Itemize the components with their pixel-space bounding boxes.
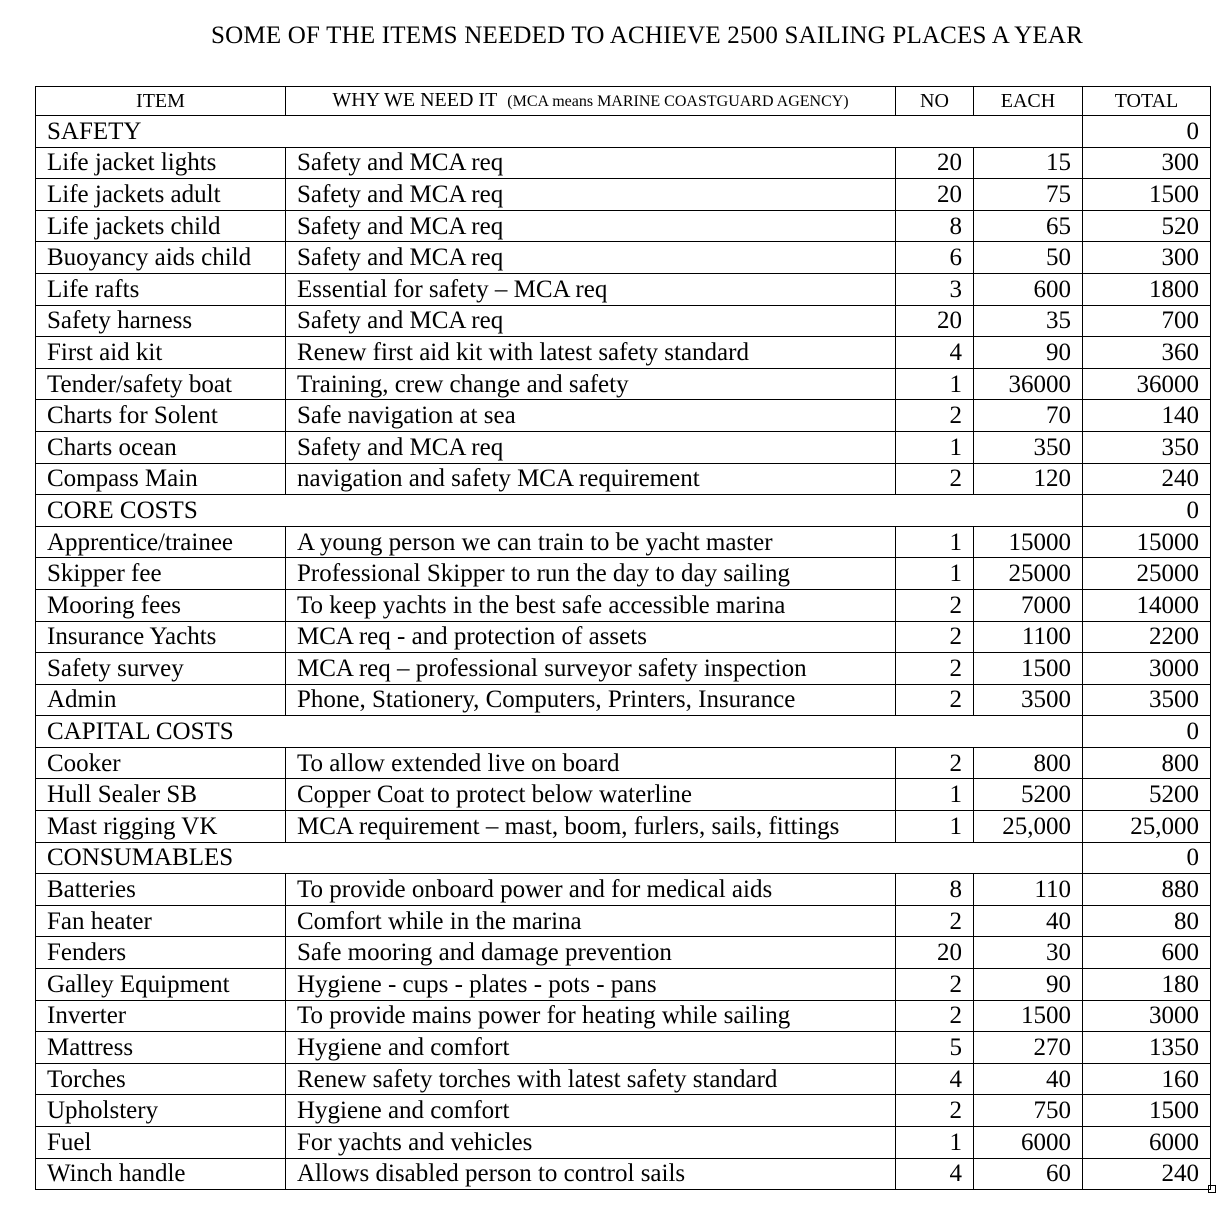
cell-no: 4 bbox=[896, 1063, 974, 1095]
cell-why: Safety and MCA req bbox=[286, 431, 896, 463]
cell-why: MCA req – professional surveyor safety inspection bbox=[286, 653, 896, 685]
cell-item: Life jacket lights bbox=[36, 147, 286, 179]
table-row bbox=[36, 1063, 1211, 1095]
header-why-note: (MCA means MARINE COASTGUARD AGENCY) bbox=[507, 93, 849, 110]
cell-total: 300 bbox=[1083, 147, 1211, 179]
table-row bbox=[36, 147, 1211, 179]
section-total: 0 bbox=[1083, 842, 1211, 874]
table-row bbox=[36, 242, 1211, 274]
cell-no: 1 bbox=[896, 811, 974, 843]
cell-item: First aid kit bbox=[36, 337, 286, 369]
cell-item: Inverter bbox=[36, 1000, 286, 1032]
cell-each: 3500 bbox=[974, 684, 1083, 716]
cell-why: MCA requirement – mast, boom, furlers, sails, fittings bbox=[286, 811, 896, 843]
cell-each: 350 bbox=[974, 431, 1083, 463]
cell-item: Tender/safety boat bbox=[36, 368, 286, 400]
table-body bbox=[36, 116, 1211, 1190]
cell-why: navigation and safety MCA requirement bbox=[286, 463, 896, 495]
table-row bbox=[36, 1127, 1211, 1159]
cell-total: 25000 bbox=[1083, 558, 1211, 590]
cell-no: 2 bbox=[896, 969, 974, 1001]
table-row bbox=[36, 1032, 1211, 1064]
section-total: 0 bbox=[1083, 495, 1211, 527]
cell-no: 2 bbox=[896, 621, 974, 653]
header-each: EACH bbox=[974, 87, 1083, 116]
cell-why: Hygiene and comfort bbox=[286, 1032, 896, 1064]
cell-item: Admin bbox=[36, 684, 286, 716]
cell-no: 1 bbox=[896, 1127, 974, 1159]
cell-total: 1350 bbox=[1083, 1032, 1211, 1064]
cell-each: 7000 bbox=[974, 589, 1083, 621]
table-row bbox=[36, 179, 1211, 211]
cell-why: Hygiene - cups - plates - pots - pans bbox=[286, 969, 896, 1001]
cell-why: Safety and MCA req bbox=[286, 210, 896, 242]
cell-no: 2 bbox=[896, 747, 974, 779]
cell-total: 25,000 bbox=[1083, 811, 1211, 843]
table-row bbox=[36, 905, 1211, 937]
section-row bbox=[36, 116, 1211, 148]
cell-why: Training, crew change and safety bbox=[286, 368, 896, 400]
cell-why: Safety and MCA req bbox=[286, 305, 896, 337]
cell-no: 1 bbox=[896, 558, 974, 590]
cell-each: 75 bbox=[974, 179, 1083, 211]
cost-table bbox=[35, 86, 1211, 1190]
cell-each: 40 bbox=[974, 905, 1083, 937]
cell-each: 1100 bbox=[974, 621, 1083, 653]
cell-why: To provide mains power for heating while sailing bbox=[286, 1000, 896, 1032]
cell-why: Professional Skipper to run the day to day sailing bbox=[286, 558, 896, 590]
cell-each: 1500 bbox=[974, 653, 1083, 685]
cell-no: 3 bbox=[896, 273, 974, 305]
cell-each: 800 bbox=[974, 747, 1083, 779]
cell-item: Fuel bbox=[36, 1127, 286, 1159]
cell-each: 5200 bbox=[974, 779, 1083, 811]
cell-each: 35 bbox=[974, 305, 1083, 337]
section-title: SAFETY bbox=[36, 116, 1083, 148]
cell-why: Copper Coat to protect below waterline bbox=[286, 779, 896, 811]
cell-no: 8 bbox=[896, 210, 974, 242]
cell-each: 15000 bbox=[974, 526, 1083, 558]
header-row bbox=[36, 87, 1211, 116]
table-row bbox=[36, 937, 1211, 969]
cell-why: To provide onboard power and for medical aids bbox=[286, 874, 896, 906]
table-row bbox=[36, 210, 1211, 242]
cell-item: Apprentice/trainee bbox=[36, 526, 286, 558]
cell-each: 6000 bbox=[974, 1127, 1083, 1159]
table-row bbox=[36, 747, 1211, 779]
cell-why: Safety and MCA req bbox=[286, 242, 896, 274]
cell-why: Phone, Stationery, Computers, Printers, Insurance bbox=[286, 684, 896, 716]
header-total: TOTAL bbox=[1083, 87, 1211, 116]
table-row bbox=[36, 368, 1211, 400]
cell-total: 6000 bbox=[1083, 1127, 1211, 1159]
table-row bbox=[36, 653, 1211, 685]
cell-item: Fan heater bbox=[36, 905, 286, 937]
cell-why: MCA req - and protection of assets bbox=[286, 621, 896, 653]
cell-each: 15 bbox=[974, 147, 1083, 179]
cell-why: Safety and MCA req bbox=[286, 147, 896, 179]
header-why bbox=[286, 87, 896, 116]
table-row bbox=[36, 558, 1211, 590]
cell-item: Charts ocean bbox=[36, 431, 286, 463]
cell-why: To keep yachts in the best safe accessible marina bbox=[286, 589, 896, 621]
cell-total: 5200 bbox=[1083, 779, 1211, 811]
cell-total: 2200 bbox=[1083, 621, 1211, 653]
cell-item: Life rafts bbox=[36, 273, 286, 305]
cell-no: 2 bbox=[896, 463, 974, 495]
cell-total: 80 bbox=[1083, 905, 1211, 937]
cell-no: 1 bbox=[896, 779, 974, 811]
section-row bbox=[36, 716, 1211, 748]
cell-why: Safety and MCA req bbox=[286, 179, 896, 211]
cell-no: 20 bbox=[896, 147, 974, 179]
table-row bbox=[36, 1000, 1211, 1032]
table-row bbox=[36, 684, 1211, 716]
cell-each: 65 bbox=[974, 210, 1083, 242]
table-row bbox=[36, 400, 1211, 432]
section-title: CONSUMABLES bbox=[36, 842, 1083, 874]
cell-total: 3000 bbox=[1083, 653, 1211, 685]
cell-item: Fenders bbox=[36, 937, 286, 969]
table-row bbox=[36, 1158, 1211, 1190]
cell-item: Batteries bbox=[36, 874, 286, 906]
cell-each: 50 bbox=[974, 242, 1083, 274]
table-row bbox=[36, 273, 1211, 305]
table-row bbox=[36, 874, 1211, 906]
cell-each: 25,000 bbox=[974, 811, 1083, 843]
section-row bbox=[36, 842, 1211, 874]
cell-no: 5 bbox=[896, 1032, 974, 1064]
cell-no: 1 bbox=[896, 431, 974, 463]
table-row bbox=[36, 431, 1211, 463]
cell-no: 4 bbox=[896, 337, 974, 369]
cell-each: 25000 bbox=[974, 558, 1083, 590]
table-row bbox=[36, 779, 1211, 811]
table-row bbox=[36, 589, 1211, 621]
cell-item: Galley Equipment bbox=[36, 969, 286, 1001]
cell-why: Renew first aid kit with latest safety standard bbox=[286, 337, 896, 369]
cell-no: 20 bbox=[896, 179, 974, 211]
cell-item: Upholstery bbox=[36, 1095, 286, 1127]
cell-each: 1500 bbox=[974, 1000, 1083, 1032]
cell-why: To allow extended live on board bbox=[286, 747, 896, 779]
cell-total: 140 bbox=[1083, 400, 1211, 432]
cell-no: 8 bbox=[896, 874, 974, 906]
cell-no: 2 bbox=[896, 1000, 974, 1032]
cell-each: 110 bbox=[974, 874, 1083, 906]
page-title: SOME OF THE ITEMS NEEDED TO ACHIEVE 2500 SAILING PLACES A YEAR bbox=[211, 22, 1083, 49]
cell-total: 36000 bbox=[1083, 368, 1211, 400]
table-row bbox=[36, 305, 1211, 337]
cell-no: 1 bbox=[896, 368, 974, 400]
cell-item: Charts for Solent bbox=[36, 400, 286, 432]
cell-total: 1500 bbox=[1083, 1095, 1211, 1127]
cell-each: 750 bbox=[974, 1095, 1083, 1127]
cell-why: Allows disabled person to control sails bbox=[286, 1158, 896, 1190]
cell-total: 600 bbox=[1083, 937, 1211, 969]
cell-no: 2 bbox=[896, 1095, 974, 1127]
cell-item: Hull Sealer SB bbox=[36, 779, 286, 811]
cell-item: Insurance Yachts bbox=[36, 621, 286, 653]
cell-total: 1800 bbox=[1083, 273, 1211, 305]
cell-no: 6 bbox=[896, 242, 974, 274]
table-resize-handle[interactable] bbox=[1208, 1185, 1216, 1193]
table-row bbox=[36, 463, 1211, 495]
section-title: CAPITAL COSTS bbox=[36, 716, 1083, 748]
cell-item: Mast rigging VK bbox=[36, 811, 286, 843]
cell-total: 15000 bbox=[1083, 526, 1211, 558]
section-title: CORE COSTS bbox=[36, 495, 1083, 527]
table-row bbox=[36, 337, 1211, 369]
cell-each: 70 bbox=[974, 400, 1083, 432]
cell-why: Renew safety torches with latest safety standard bbox=[286, 1063, 896, 1095]
header-no: NO bbox=[896, 87, 974, 116]
cell-total: 3000 bbox=[1083, 1000, 1211, 1032]
cell-item: Mattress bbox=[36, 1032, 286, 1064]
table-row bbox=[36, 526, 1211, 558]
cell-each: 90 bbox=[974, 337, 1083, 369]
cell-each: 270 bbox=[974, 1032, 1083, 1064]
section-total: 0 bbox=[1083, 716, 1211, 748]
cell-total: 700 bbox=[1083, 305, 1211, 337]
table-row bbox=[36, 1095, 1211, 1127]
cell-item: Cooker bbox=[36, 747, 286, 779]
cell-total: 240 bbox=[1083, 463, 1211, 495]
cell-why: Safe mooring and damage prevention bbox=[286, 937, 896, 969]
cell-item: Skipper fee bbox=[36, 558, 286, 590]
cell-no: 20 bbox=[896, 305, 974, 337]
cell-why: For yachts and vehicles bbox=[286, 1127, 896, 1159]
cell-item: Safety survey bbox=[36, 653, 286, 685]
cell-no: 4 bbox=[896, 1158, 974, 1190]
cell-item: Compass Main bbox=[36, 463, 286, 495]
cell-no: 1 bbox=[896, 526, 974, 558]
table-row bbox=[36, 811, 1211, 843]
cell-each: 36000 bbox=[974, 368, 1083, 400]
cell-item: Buoyancy aids child bbox=[36, 242, 286, 274]
header-why-label: WHY WE NEED IT bbox=[332, 89, 498, 111]
cell-no: 2 bbox=[896, 905, 974, 937]
cell-total: 160 bbox=[1083, 1063, 1211, 1095]
cell-each: 600 bbox=[974, 273, 1083, 305]
cell-no: 2 bbox=[896, 589, 974, 621]
cell-total: 300 bbox=[1083, 242, 1211, 274]
cell-item: Life jackets child bbox=[36, 210, 286, 242]
cell-item: Winch handle bbox=[36, 1158, 286, 1190]
cell-why: Hygiene and comfort bbox=[286, 1095, 896, 1127]
cell-why: A young person we can train to be yacht master bbox=[286, 526, 896, 558]
cell-each: 90 bbox=[974, 969, 1083, 1001]
cell-item: Mooring fees bbox=[36, 589, 286, 621]
cell-total: 240 bbox=[1083, 1158, 1211, 1190]
cell-total: 180 bbox=[1083, 969, 1211, 1001]
cell-item: Life jackets adult bbox=[36, 179, 286, 211]
cell-no: 20 bbox=[896, 937, 974, 969]
table-row bbox=[36, 621, 1211, 653]
cell-each: 120 bbox=[974, 463, 1083, 495]
cell-total: 350 bbox=[1083, 431, 1211, 463]
cell-no: 2 bbox=[896, 653, 974, 685]
cell-no: 2 bbox=[896, 684, 974, 716]
cell-total: 360 bbox=[1083, 337, 1211, 369]
section-total: 0 bbox=[1083, 116, 1211, 148]
section-row bbox=[36, 495, 1211, 527]
cell-item: Torches bbox=[36, 1063, 286, 1095]
cell-each: 60 bbox=[974, 1158, 1083, 1190]
cell-item: Safety harness bbox=[36, 305, 286, 337]
cell-total: 1500 bbox=[1083, 179, 1211, 211]
cell-each: 40 bbox=[974, 1063, 1083, 1095]
header-item: ITEM bbox=[36, 87, 286, 116]
cell-total: 14000 bbox=[1083, 589, 1211, 621]
cell-no: 2 bbox=[896, 400, 974, 432]
cell-why: Safe navigation at sea bbox=[286, 400, 896, 432]
cell-total: 880 bbox=[1083, 874, 1211, 906]
table-row bbox=[36, 969, 1211, 1001]
cell-why: Comfort while in the marina bbox=[286, 905, 896, 937]
cell-each: 30 bbox=[974, 937, 1083, 969]
cell-total: 520 bbox=[1083, 210, 1211, 242]
cell-why: Essential for safety – MCA req bbox=[286, 273, 896, 305]
cell-total: 3500 bbox=[1083, 684, 1211, 716]
cell-total: 800 bbox=[1083, 747, 1211, 779]
